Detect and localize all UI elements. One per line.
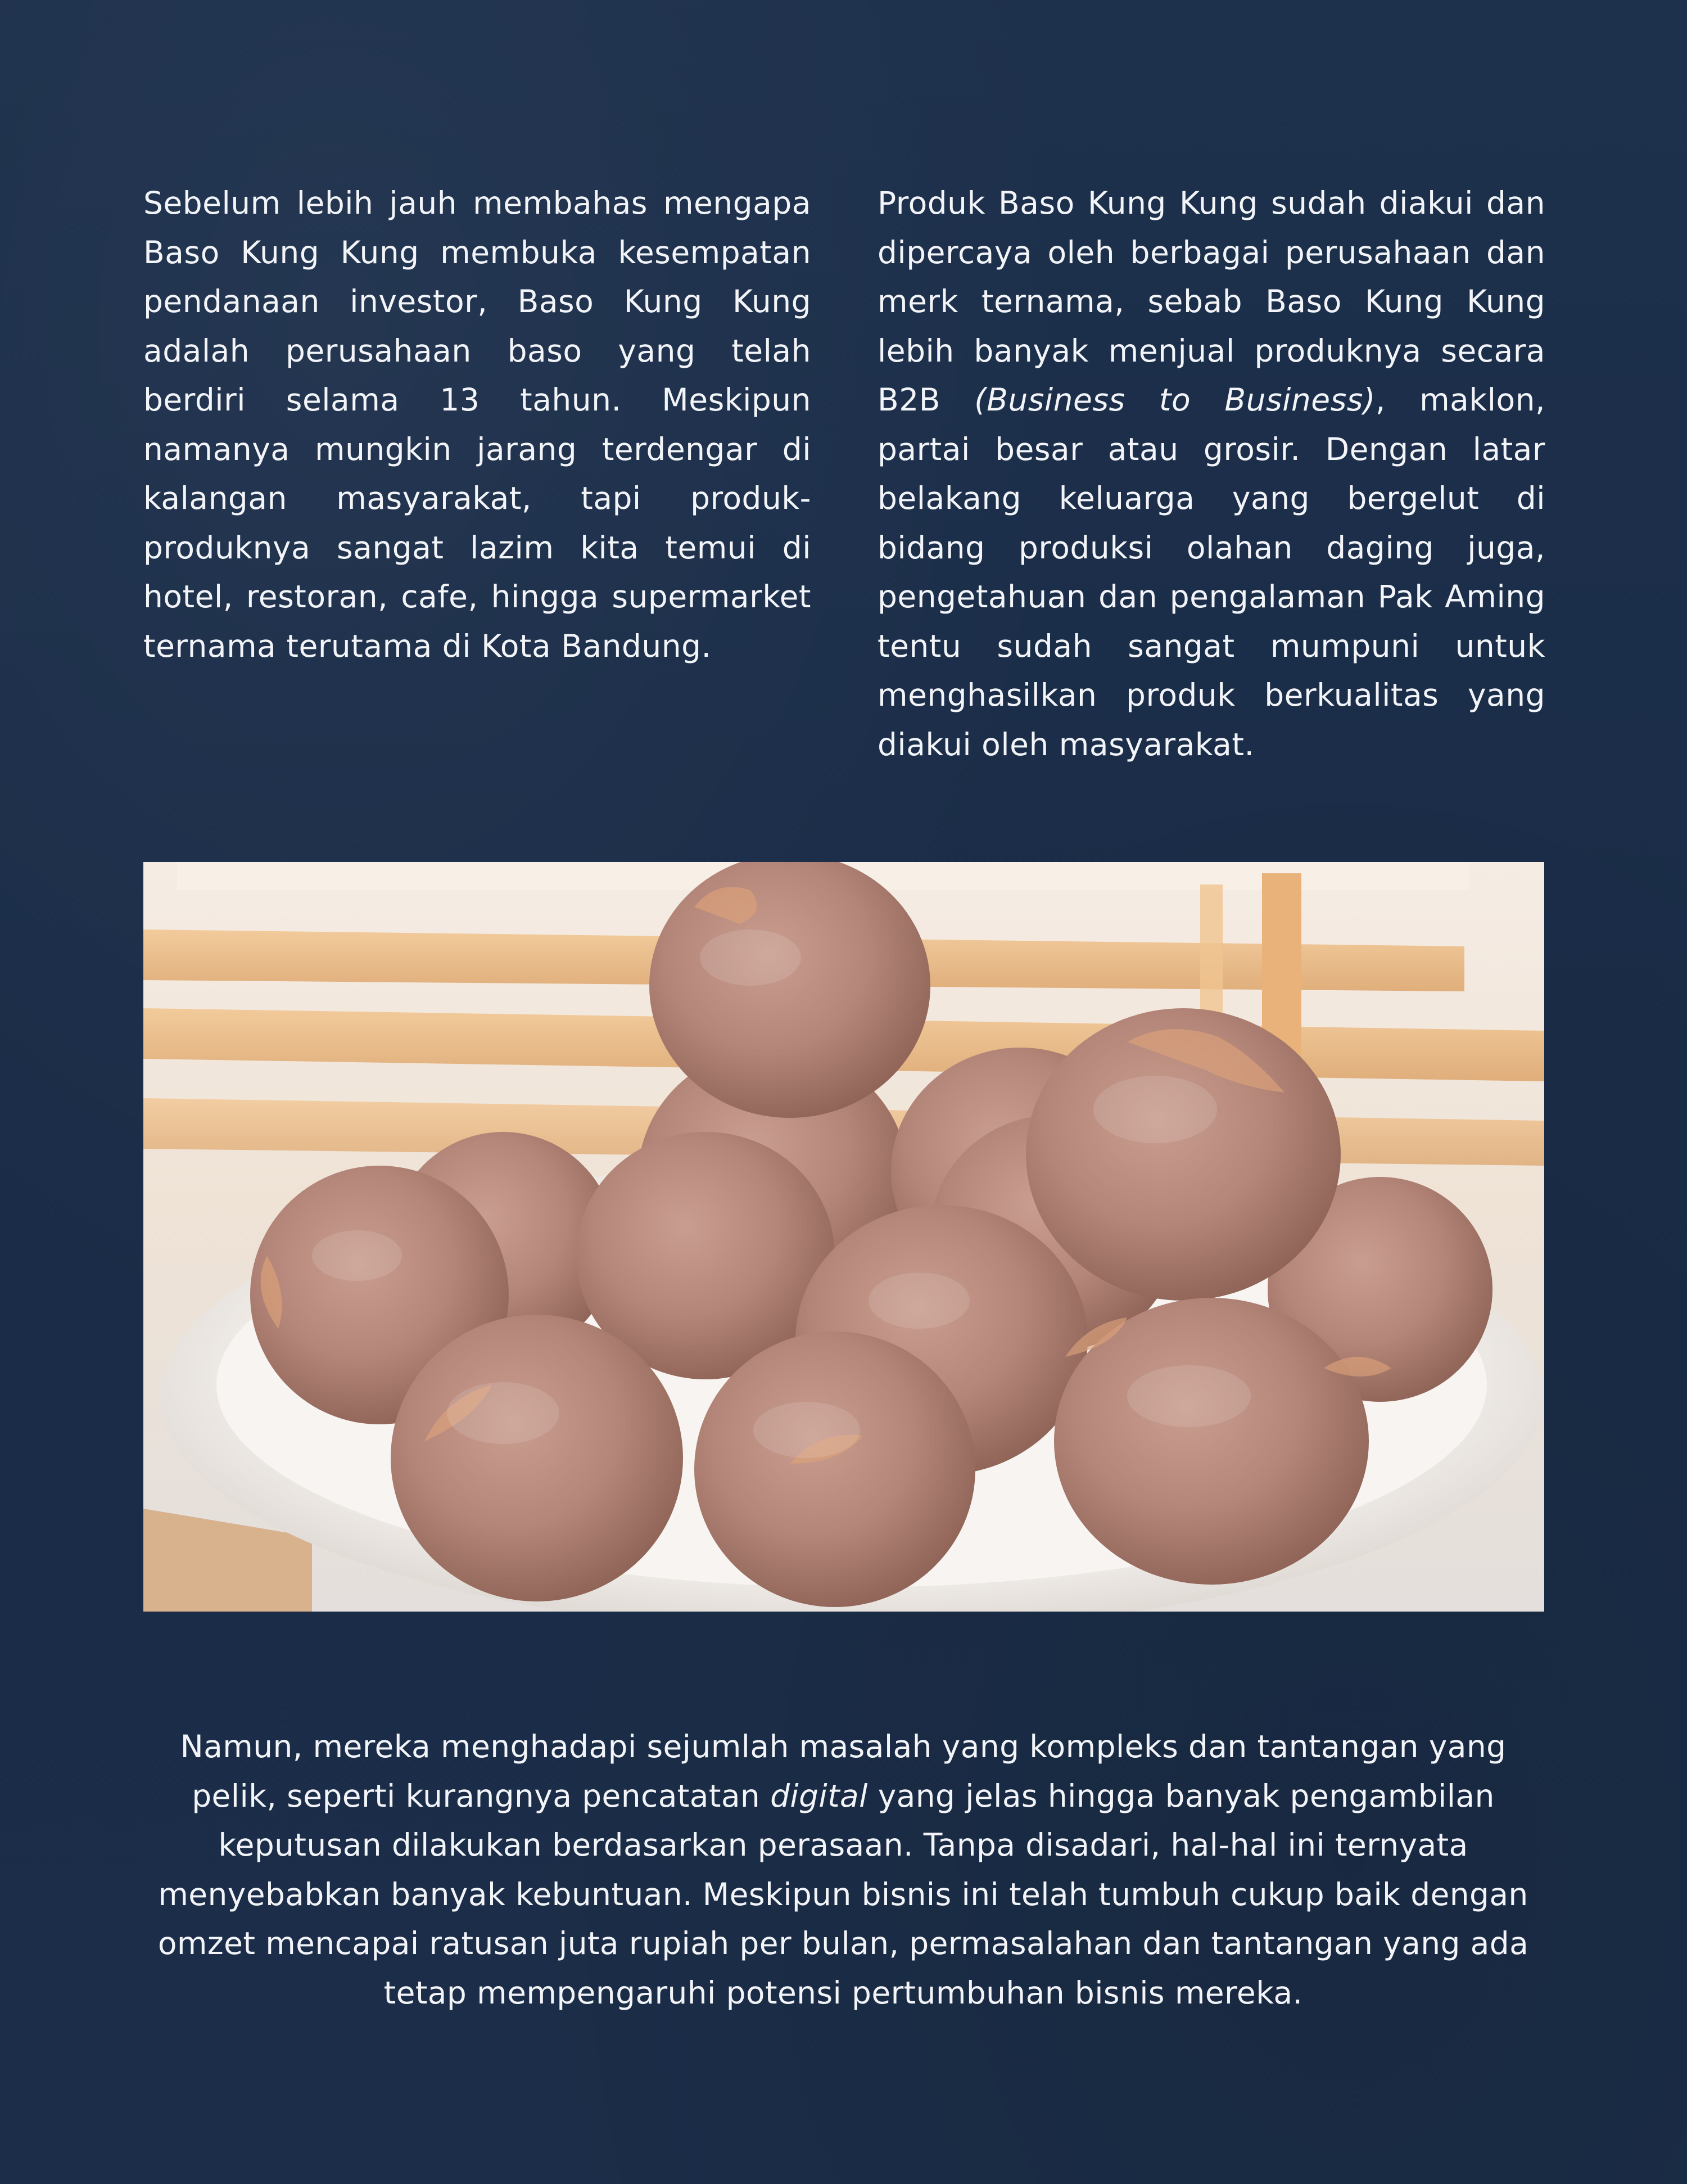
right-column — [878, 179, 1545, 769]
bottom-italic: digital — [770, 1777, 868, 1814]
meatball-illustration — [143, 862, 1544, 1612]
right-column-italic: (Business to Business) — [974, 382, 1376, 418]
right-column-text-1: Produk Baso Kung Kung sudah diakui dan dipercaya oleh berbagai perusahaan dan merk ternama, sebab Baso Kung Kung lebih banyak menjual produknya secara B2B — [878, 185, 1545, 418]
bottom-text-2: yang jelas hingga banyak pengambilan keputusan dilakukan berdasarkan perasaan. Tanpa disadari, hal-hal ini ternyata menyebabkan banyak kebuntuan. Meskipun bisnis ini telah tumbuh cukup baik dengan omzet mencapai ratusan juta rupiah per bulan, permasalahan dan tantangan yang ada tetap mempengaruhi potensi pertumbuhan bisnis mereka. — [157, 1777, 1529, 2011]
bottom-text-1: Namun, mereka menghadapi sejumlah masalah yang kompleks dan tantangan yang pelik, seperti kurangnya pencatatan — [180, 1729, 1507, 1814]
bottom-paragraph — [141, 1722, 1546, 2018]
meatball-photo — [143, 862, 1544, 1612]
right-column-text-2: , maklon, partai besar atau grosir. Dengan latar belakang keluarga yang bergelut di bidang produksi olahan daging juga, pengetahuan dan pengalaman Pak Aming tentu sudah sangat mumpuni untuk menghasilkan produk berkualitas yang diakui oleh masyarakat. — [878, 382, 1545, 762]
left-column — [143, 179, 811, 671]
left-column-text: Sebelum lebih jauh membahas mengapa Baso Kung Kung membuka kesempatan pendanaan investor, Baso Kung Kung adalah perusahaan baso yang telah berdiri selama 13 tahun. Meskipun namanya mungkin jarang terdengar di kalangan masyarakat, tapi produk-produknya sangat lazim kita temui di hotel, restoran, cafe, hingga supermarket ternama terutama di Kota Bandung. — [143, 185, 811, 664]
